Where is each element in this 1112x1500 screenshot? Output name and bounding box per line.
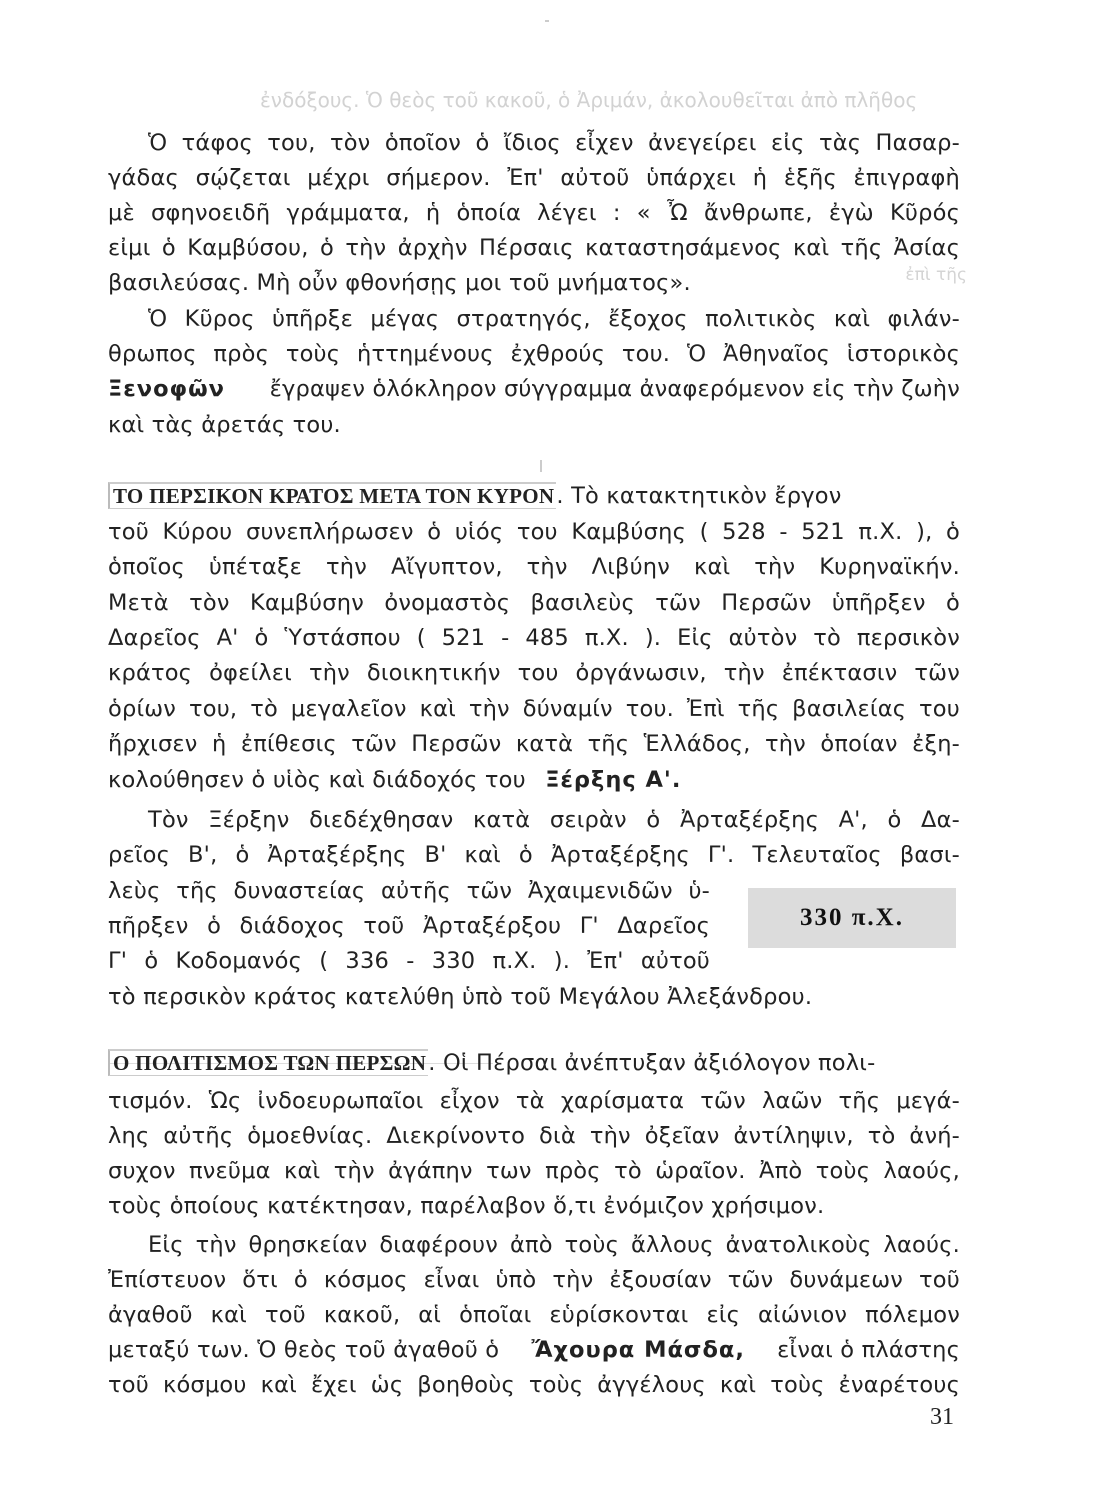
text-line: τοῦ Κύρου συνεπλήρωσεν ὁ υἱός του Καμβύσης ( 528 - 521 π.Χ. ), ὁ [108, 519, 960, 545]
text-line: λης αὐτῆς ὁμοεθνίας. Διεκρίνοντο διὰ τὴν ὀξεῖαν ἀντίληψιν, τὸ ἀνή- [108, 1123, 960, 1149]
text-line [108, 374, 960, 404]
scan-mark [540, 460, 542, 472]
text-line: λεὺς τῆς δυναστείας αὐτῆς τῶν Ἀχαιμενιδῶν ὑ- [108, 878, 710, 904]
text-line: Γ' ὁ Κοδομανός ( 336 - 330 π.Χ. ). Ἐπ' αὐτοῦ [108, 948, 710, 974]
text-line: Ὁ τάφος του, τὸν ὁποῖον ὁ ἴδιος εἶχεν ἀνεγείρει εἰς τὰς Πασαρ- [148, 130, 960, 156]
text-line: πῆρξεν ὁ διάδοχος τοῦ Ἀρταξέρξου Γ' Δαρεῖος [108, 913, 710, 939]
date-box: 330 π.Χ. [748, 888, 956, 948]
text-line: θρωπος πρὸς τοὺς ἡττημένους ἐχθρούς του. Ὁ Ἀθηναῖος ἱστορικὸς [108, 341, 960, 367]
text-line: Δαρεῖος Α' ὁ Ὑστάσπου ( 521 - 485 π.Χ. ). Εἰς αὐτὸν τὸ περσικὸν [108, 625, 960, 651]
text-line: τοὺς ὁποίους κατέκτησαν, παρέλαβον ὅ,τι ἐνόμιζον χρήσιμον. [108, 1193, 825, 1219]
text-line [108, 1335, 960, 1365]
text-span: μεταξύ των. Ὁ θεὸς τοῦ ἀγαθοῦ ὁ [108, 1337, 500, 1363]
text-line: ρεῖος Β', ὁ Ἀρταξέρξης Β' καὶ ὁ Ἀρταξέρξης Γ'. Τελευταῖος βασι- [108, 842, 960, 868]
text-line: κράτος ὀφείλει τὴν διοικητικήν του ὀργάνωσιν, τὴν ἐπέκτασιν τῶν [108, 660, 960, 686]
text-line: Τὸν Ξέρξην διεδέχθησαν κατὰ σειρὰν ὁ Ἀρταξέρξης Α', ὁ Δα- [148, 807, 960, 833]
text-span: ἔγραψεν ὁλόκληρον σύγγραμμα ἀναφερόμενον εἰς τὴν ζωὴν [269, 376, 960, 402]
text-line: ὁποῖος ὑπέταξε τὴν Αἴγυπτον, τὴν Λιβύην καὶ τὴν Κυρηναϊκήν. [108, 554, 960, 580]
text-line: γάδας σῴζεται μέχρι σήμερον. Ἐπ' αὐτοῦ ὑπάρχει ἡ ἑξῆς ἐπιγραφὴ [108, 165, 960, 191]
section-heading-line [108, 1048, 960, 1078]
text-line: τισμόν. Ὡς ἰνδοευρωπαῖοι εἶχον τὰ χαρίσματα τῶν λαῶν τῆς μεγά- [108, 1088, 960, 1114]
text-line: εἰμι ὁ Καμβύσου, ὁ τὴν ἀρχὴν Πέρσαις καταστησάμενος καὶ τῆς Ἀσίας [108, 235, 960, 261]
text-span: . Οἱ Πέρσαι ἀνέπτυξαν ἀξιόλογον πολι- [428, 1050, 876, 1076]
scan-mark [545, 20, 549, 22]
section-heading-line [108, 481, 960, 511]
text-line: βασιλεύσας. Μὴ οὖν φθονήσῃς μοι τοῦ μνήματος». [108, 270, 691, 296]
text-line: ἤρχισεν ἡ ἐπίθεσις τῶν Περσῶν κατὰ τῆς Ἑλλάδος, τὴν ὁποίαν ἐξη- [108, 731, 960, 757]
text-span: εἶναι ὁ πλάστης [777, 1337, 960, 1363]
text-line: Μετὰ τὸν Καμβύσην ὀνομαστὸς βασιλεὺς τῶν Περσῶν ὑπῆρξεν ὁ [108, 590, 960, 616]
text-span: . Τὸ κατακτητικὸν ἔργον [556, 483, 842, 509]
text-line: Εἰς τὴν θρησκείαν διαφέρουν ἀπὸ τοὺς ἄλλους ἀνατολικοὺς λαούς. [148, 1232, 960, 1258]
text-line: τὸ περσικὸν κράτος κατελύθη ὑπὸ τοῦ Μεγάλου Ἀλεξάνδρου. [108, 984, 813, 1010]
text-line: συχον πνεῦμα καὶ τὴν ἀγάπην των πρὸς τὸ ὡραῖον. Ἀπὸ τοὺς λαούς, [108, 1158, 960, 1184]
section-heading: ΤΟ ΠΕΡΣΙΚΟΝ ΚΡΑΤΟΣ ΜΕΤΑ ΤΟΝ ΚΥΡΟΝ [108, 482, 556, 509]
text-line: Ἐπίστευον ὅτι ὁ κόσμος εἶναι ὑπὸ τὴν ἐξουσίαν τῶν δυνάμεων τοῦ [108, 1267, 960, 1293]
section-heading: Ο ΠΟΛΙΤΙΣΜΟΣ ΤΩΝ ΠΕΡΣΩΝ [108, 1049, 428, 1076]
text-line: τοῦ κόσμου καὶ ἔχει ὡς βοηθοὺς τοὺς ἀγγέλους καὶ τοὺς ἐναρέτους [108, 1372, 960, 1398]
person-name: Ξενοφῶν [108, 376, 226, 402]
text-line: καὶ τὰς ἀρετάς του. [108, 412, 341, 438]
deity-name: Ἄχουρα Μάσδα, [531, 1337, 745, 1363]
bleed-through-text: ἐνδόξους. Ὁ θεὸς τοῦ κακοῦ, ὁ Ἀριμάν, ἀκολουθεῖται ἀπὸ πλῆθος [260, 88, 918, 112]
person-name: Ξέρξης Α'. [545, 767, 682, 793]
text-line: ὁρίων του, τὸ μεγαλεῖον καὶ τὴν δύναμίν του. Ἐπὶ τῆς βασιλείας του [108, 696, 960, 722]
page-number: 31 [930, 1404, 954, 1430]
text-line: Ὁ Κῦρος ὑπῆρξε μέγας στρατηγός, ἔξοχος πολιτικὸς καὶ φιλάν- [148, 306, 960, 332]
bleed-through-fragment: ἐπὶ τῆς [905, 265, 967, 285]
text-line [108, 765, 960, 795]
text-span: κολούθησεν ὁ υἱὸς καὶ διάδοχός του [108, 767, 526, 793]
text-line: μὲ σφηνοειδῆ γράμματα, ἡ ὁποία λέγει : « Ὦ ἄνθρωπε, ἐγὼ Κῦρός [108, 200, 960, 226]
text-line: ἀγαθοῦ καὶ τοῦ κακοῦ, αἱ ὁποῖαι εὑρίσκονται εἰς αἰώνιον πόλεμον [108, 1302, 960, 1328]
